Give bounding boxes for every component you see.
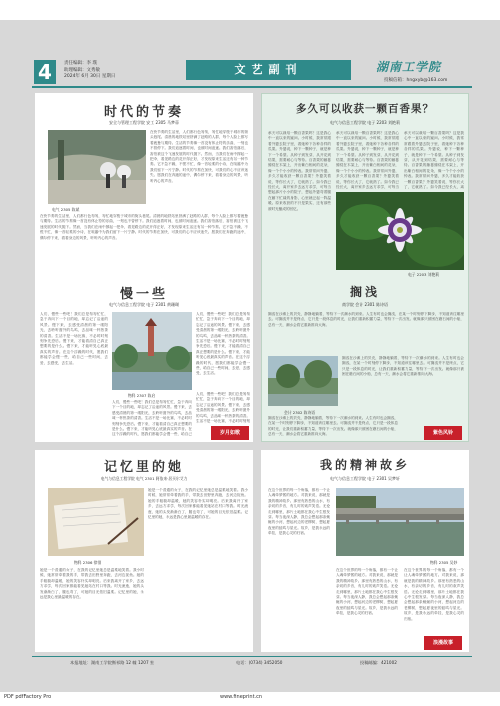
article-body-continued: 在这个世界的每一个角落，都有一个让人魂牵梦萦的地方。对我来说，那就是我的精神故乡。那里有熟悉的山水，有亲切的乡音，有儿时的欢声笑语。无论走到哪里，那片土地都在我心中生根发芽。每当夜深人静，我总会想起那条蜿蜒的小河，想起河边的老柳树，想起夏夜里的蛙鸣与星光。故乡，是我永远的牵挂，是我心灵的归宿。	[404, 568, 464, 621]
photo-caption: 物科 2305 吴妙	[430, 560, 458, 565]
article-title: 记忆里的她	[103, 460, 184, 475]
footer-postcode: 投稿邮编：421002	[360, 660, 397, 665]
article-body: 在快节奏的生活里，人们都行色匆匆，匆忙地穿梭于城市的街头巷尾。清晨的地铁站里挤满了赶路的人群，每个人脸上都写着疲惫与期待。生活的节奏像一首没有休止符的乐曲，一刻也不曾停下。我们追逐着时间，也被时间追逐。我们害怕落后，害怕被这个飞速发展的时代抛下。然而，当我们在雨中撑起一把伞，看见路边的花开得正好，才发现原来生活还有另一种节奏。它不急不躁，不慌不忙，像一首轻柔的小诗，在喧嚣中为我们留下一片宁静。时代的节奏在加快，可我们的心不应该迷失。愿我们在奔跑的途中，偶尔停下来，看看身边的风景，听听内心的声音。	[150, 130, 248, 183]
photo-passion-flower	[336, 192, 464, 270]
article-body: 承天可以栽培一颗百香果吗？这是我心中一直以来的疑问。小时候，我常常跟着外婆去院子里，看她种下各种各样的瓜果。外婆说，种下一颗种子，就是种下一个希望。从种子到发芽，从开花到结果，需要耐心与等待。百香果的藤蔓缠绕在木架上，开出紫白相间的花朵，像一个个小小的钟表。我常常问外婆，多久才能收获一颗百香果？外婆笑着说，等你长大了，它就熟了。如今我已经长大，离开家乡去远方求学，可每当想起那片小小的院子，想起外婆弯着腰在藤下忙碌的身影，心里就泛起一阵温暖。原来收获的不只是果实，还有那些被时光酿成的回忆。	[268, 131, 331, 211]
editor-line: 责任编辑：李 璞	[64, 61, 97, 66]
article-body: 她是一个普通的女子，在我的记忆里她总是温柔地笑着。我小时候，她常常牵着我的手，带我去田野里奔跑，去河边捉鱼。她的手粗糙却温暖，她的笑容朴实却明亮。后来我离开了家乡，去远方求学，每次回家都能看见她站在村口等我。时光流逝，她的头发渐渐白了，腰也弯了，可她的目光依旧温柔。记忆里的她，永远是我心里最温暖的存在。	[148, 488, 248, 520]
pdf-producer: PDF pdfFactory Pro	[4, 694, 52, 700]
article-byline: 电气与信息工程学院 电子 2301 黄珊瑚	[109, 302, 179, 307]
header-rule	[32, 86, 472, 88]
article-title: 我的精神故乡	[319, 458, 410, 472]
tag-romantic-story: 浪漫故事	[424, 636, 462, 650]
photo-stranded-boat	[268, 356, 338, 406]
article-title: 慢一些	[119, 287, 168, 302]
photo-tower-lake	[112, 312, 192, 390]
article-byline: 电气与信息工程学院 电子 2203 刘艳莉	[330, 120, 400, 125]
article-body-continued: 承天可以栽培一颗百香果吗？这是我心中一直以来的疑问。小时候，我常常跟着外婆去院子里，看她种下各种各样的瓜果。外婆说，种下一颗种子，就是种下一个希望。从种子到发芽，从开花到结果，需要耐心与等待。百香果的藤蔓缠绕在木架上，开出紫白相间的花朵，像一个个小小的钟表。我常常问外婆，多久才能收获一颗百香果？外婆笑着说，等你长大了，它就熟了。如今我已经长大，离开家乡去远方求学，可每当	[336, 131, 399, 189]
photo-caption: 物科 2306 徐翎	[74, 560, 102, 565]
article-byline: 商学院 会计 2301 陈诗语	[342, 302, 388, 307]
photo-rain-walkers	[48, 130, 146, 204]
photo-caption: 电气 2305 陈斌	[52, 207, 80, 212]
photo-caption: 电子 2203 刘艳莉	[408, 272, 440, 277]
article-title: 多久可以收获一颗百香果？	[296, 103, 434, 115]
article-body-continued: 人们，慢些一些吧！我们总是匆匆忙忙，急于奔向下一个目的地，却忘记了沿途的风景。慢下来，去感受清晨的第一缕阳光，去聆听窗外的鸟鸣，去品味一杯热茶的清香。生活不是一场比赛，不必时时刻刻争先恐后。慢下来，才能看清自己真正想要的是什么。慢下来，才能听见心底最真实的声音。在这个浮躁的时代，愿我们都能学会慢一些，给自己	[112, 400, 192, 437]
article-body-continued: 她是一个普通的女子，在我的记忆里她总是温柔地笑着。我小时候，她常常牵着我的手，带我去田野里奔跑，去河边捉鱼。她的手粗糙却温暖，她的笑容朴实却明亮。后来我离开了家乡，去远方求学，每次回家都能看见她站在村口等我。时光流逝，她的头发渐渐白了，腰也弯了，可她的目光依旧温柔。记忆里的她，永远是我心里最温暖的存在。	[40, 568, 144, 600]
masthead: 湖南工学院	[376, 60, 442, 74]
pdf-url[interactable]: www.fineprint.cn	[220, 694, 263, 700]
article-body: 人们，慢些一些吧！我们总是匆匆忙忙，急于奔向下一个目的地，却忘记了沿途的风景。慢下来，去感受清晨的第一缕阳光，去聆听窗外的鸟鸣，去品味一杯热茶的清香。生活不是一场比赛，不必时时刻刻争先恐后。慢下来，才能看清自己真正想要的是什么。慢下来，才能听见心底最真实的声音。在这个浮躁的时代，愿我们都能学会慢一些，给自己一些时间，去爱，去感受，去生活。	[40, 312, 108, 365]
section-title: 文艺副刊	[234, 63, 303, 76]
footer-rule	[32, 656, 472, 657]
article-body-continued: 人们，慢些一些吧！我们总是匆匆忙忙，急于奔向下一个目的地，却忘记了沿途的风景。慢下来，去感受清晨的第一缕阳光，去聆听窗外的鸟鸣，去品味一杯热茶的清香。生活不是一场比赛，不必时时刻刻	[196, 392, 250, 424]
photo-notebook	[48, 488, 144, 556]
article-body: 在这个世界的每一个角落，都有一个让人魂牵梦萦的地方。对我来说，那就是我的精神故乡。那里有熟悉的山水，有亲切的乡音，有儿时的欢声笑语。无论走到哪里，那片土地都在我心中生根发芽。每当夜深人静，我总会想起那条蜿蜒的小河，想起河边的老柳树，想起夏夜里的蛙鸣与星光。故乡，是我永远的牵挂，是我心灵的归宿。	[268, 488, 330, 536]
photo-caption: 会计 2302 陈诗语	[284, 410, 316, 415]
article-body: 搁浅在沙滩上的贝壳，静静地躺着，等待下一次潮水的到来。人生有时也会搁浅，在某一个时刻停下脚步，不知道该往哪里去。可搁浅并不是终点，它只是一段休息的时光，让我们重新积蓄力量，等待下一次出发。就像那只被困在礁石间的小船，总有一天，潮水会将它重新推向大海。	[268, 312, 464, 327]
article-byline: 电气与信息工程学院 电气 2301 阿依来·居买尔艾力	[100, 476, 188, 481]
editor-line: 2024年 6月 30日 星期日	[64, 74, 116, 79]
article-byline: 安全与管理工程学院 安工 2305 马梦蒂	[109, 120, 179, 125]
article-body-continued: 人们，慢些一些吧！我们总是匆匆忙忙，急于奔向下一个目的地，却忘记了沿途的风景。慢下来，去感受清晨的第一缕阳光，去聆听窗外的鸟鸣，去品味一杯热茶的清香。生活不是一场比赛，不必时时刻刻争先恐后。慢下来，才能看清自己真正想要的是什么。慢下来，才能听见心底最真实的声音。在这个浮躁的时代，愿我们都能学会慢一些，给自己一些时间，去爱，去感受，去生活。	[196, 312, 250, 376]
page-number: 4	[34, 60, 56, 84]
tag-purple-windchime: 紫色风铃	[424, 426, 462, 440]
editor-line: 助理编辑：文秀敏	[64, 67, 100, 73]
photo-river-bridge	[336, 488, 464, 556]
email: 投稿信箱：hngxyb@163.com	[384, 78, 448, 83]
editor-info	[64, 61, 115, 81]
footer-phone: 电话：(0734) 3452050	[236, 660, 283, 665]
section-banner	[186, 60, 351, 80]
article-title: 时代的节奏	[103, 105, 184, 120]
tag-years-song: 岁月如歌	[211, 426, 249, 440]
article-body-continued: 搁浅在沙滩上的贝壳，静静地躺着，等待下一次潮水的到来。人生有时也会搁浅，在某一个时刻停下脚步，不知道该往哪里去。可搁浅并不是终点，它只是一段休息的时光，让我们重新积蓄力量，等待下一次出发。就像那只被困在礁石间的小船，总有一天，潮水会将它重新推向大海。	[342, 356, 464, 377]
article-byline: 电气与信息工程学院 电子 2301 吴梦轩	[330, 476, 400, 481]
photo-caption: 物科 2307 陈启	[128, 393, 156, 398]
article-body-continued: 承天可以栽培一颗百香果吗？这是我心中一直以来的疑问。小时候，我常常跟着外婆去院子里，看她种下各种各样的瓜果。外婆说，种下一颗种子，就是种下一个希望。从种子到发芽，从开花到结果，需要耐心与等待。百香果的藤蔓缠绕在木架上，开出紫白相间的花朵，像一个个小小的钟表。我常常问外婆，多久才能收获一颗百香果？外婆笑着说，等你长大了，它就熟了。如今我已经长大，离	[404, 131, 464, 189]
article-title: 搁浅	[349, 285, 380, 299]
article-body-continued: 在这个世界的每一个角落，都有一个让人魂牵梦萦的地方。对我来说，那就是我的精神故乡。那里有熟悉的山水，有亲切的乡音，有儿时的欢声笑语。无论走到哪里，那片土地都在我心中生根发芽。每当夜深人静，我总会想起那条蜿蜒的小河，想起河边的老柳树，想起夏夜里的蛙鸣与星光。故乡，是我永远的牵挂，是我心灵的归宿。	[336, 568, 398, 616]
article-body-continued: 搁浅在沙滩上的贝壳，静静地躺着，等待下一次潮水的到来。人生有时也会搁浅，在某一个时刻停下脚步，不知道该往哪里去。可搁浅并不是终点，它只是一段休息的时光，让我们重新积蓄力量，等待下一次出发。就像那只被困在礁石间的小船，总有一天，潮水会将它重新推向大海。	[268, 416, 398, 437]
footer-address: 本报地址：湖南工学院衡祁路 12 幢 1207 室	[70, 660, 155, 665]
article-body-continued: 在快节奏的生活里，人们都行色匆匆，匆忙地穿梭于城市的街头巷尾。清晨的地铁站里挤满了赶路的人群，每个人脸上都写着疲惫与期待。生活的节奏像一首没有休止符的乐曲，一刻也不曾停下。我们追逐着时间，也被时间追逐。我们害怕落后，害怕被这个飞速发展的时代抛下。然而，当我们在雨中撑起一把伞，看见路边的花开得正好，才发现原来生活还有另一种节奏。它不急不躁，不慌不忙，像一首轻柔的小诗，在喧嚣中为我们留下一片宁静。时代的节奏在加快，可我们的心不应该迷失。愿我们在奔跑的途中，偶尔停下来，看看身边的风景，听听内心的声音。	[40, 214, 248, 240]
